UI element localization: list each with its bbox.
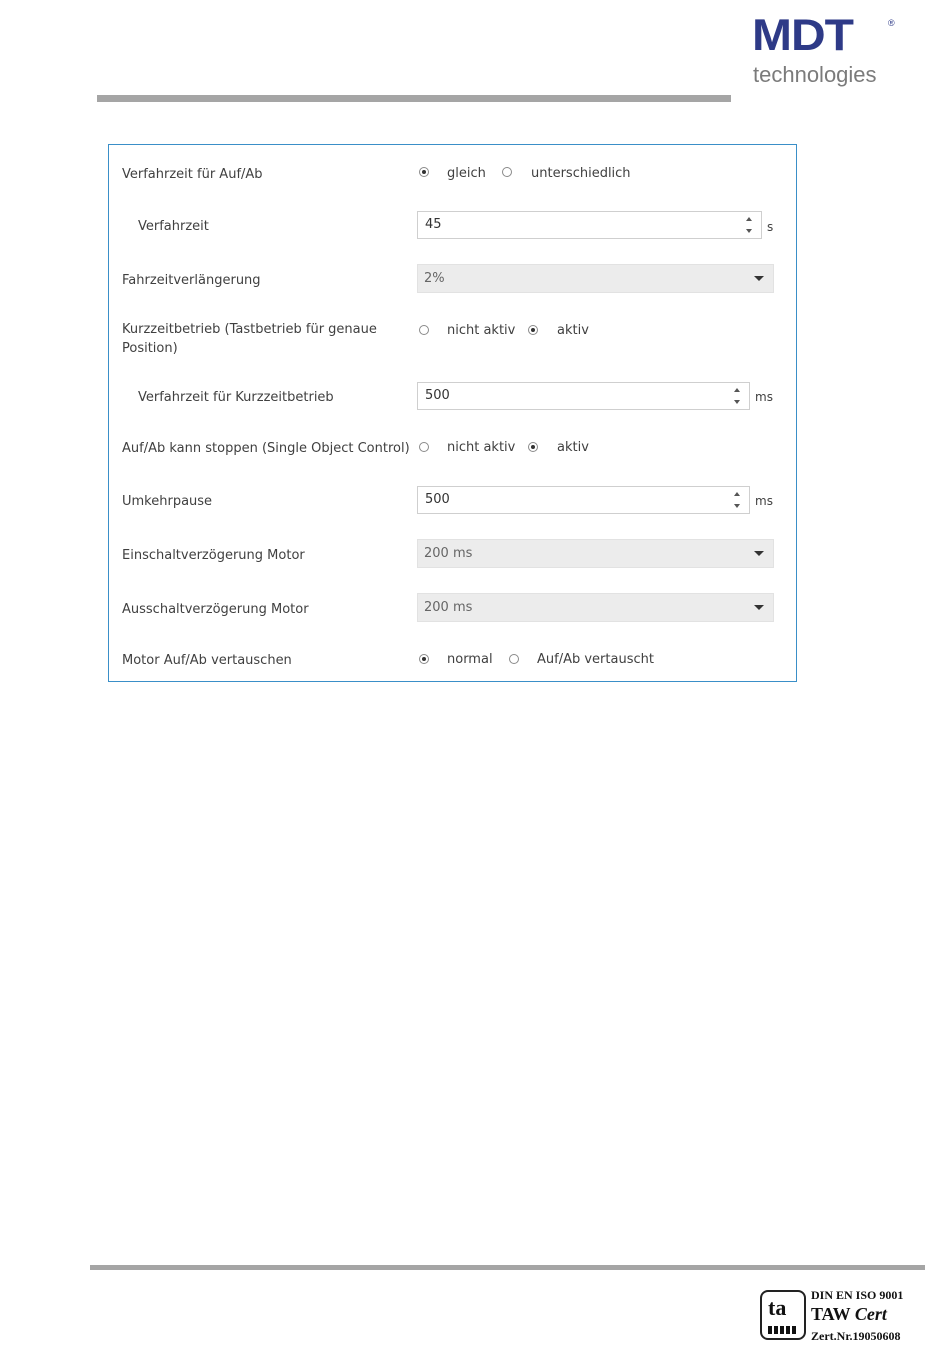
einschaltverzoegerung-value: 200 ms	[424, 546, 473, 561]
label-verfahrzeit-kurzzeit: Verfahrzeit für Kurzzeitbetrieb	[138, 390, 334, 405]
label-kurzzeitbetrieb-line1: Kurzzeitbetrieb (Tastbetrieb für genaue	[122, 322, 377, 337]
ausschaltverzoegerung-value: 200 ms	[424, 600, 473, 615]
label-umkehrpause: Umkehrpause	[122, 494, 213, 509]
logo-wordmark: MDT	[752, 11, 853, 60]
fahrzeitverlaengerung-value: 2%	[424, 271, 445, 286]
radio-gleich[interactable]	[419, 167, 429, 177]
radio-kurzzeit-aktiv[interactable]	[528, 325, 538, 335]
label-kurzzeitbetrieb	[122, 320, 377, 358]
radio-stoppen-nicht-aktiv-label[interactable]: nicht aktiv	[447, 440, 516, 455]
radio-kurzzeit-aktiv-label[interactable]: aktiv	[557, 323, 589, 338]
radio-stoppen-aktiv[interactable]	[528, 442, 538, 452]
umkehrpause-spinner[interactable]	[417, 486, 750, 514]
spinner-up-icon[interactable]	[746, 217, 752, 221]
radio-kurzzeit-nicht-aktiv-label[interactable]: nicht aktiv	[447, 323, 516, 338]
umkehrpause-value: 500	[425, 492, 450, 507]
chevron-down-icon	[754, 605, 764, 610]
spinner-up-icon[interactable]	[734, 492, 740, 496]
spinner-down-icon[interactable]	[734, 504, 740, 508]
mdt-logo	[752, 11, 898, 94]
radio-vertauscht[interactable]	[509, 654, 519, 664]
label-motor-vertauschen: Motor Auf/Ab vertauschen	[122, 653, 292, 668]
cert-taw	[811, 1304, 887, 1325]
footer-rule	[90, 1265, 925, 1270]
badge-letters: ta	[768, 1295, 787, 1320]
label-auf-ab-stoppen: Auf/Ab kann stoppen (Single Object Control)	[122, 441, 410, 456]
radio-stoppen-aktiv-label[interactable]: aktiv	[557, 440, 589, 455]
radio-kurzzeit-nicht-aktiv[interactable]	[419, 325, 429, 335]
taw-cert-icon	[760, 1290, 806, 1340]
parameter-panel	[108, 144, 797, 682]
radio-gleich-label[interactable]: gleich	[447, 166, 486, 181]
chevron-down-icon	[754, 276, 764, 281]
fahrzeitverlaengerung-select[interactable]	[417, 264, 774, 293]
label-fahrzeitverlaengerung: Fahrzeitverlängerung	[122, 273, 261, 288]
logo-subtext: technologies	[753, 62, 877, 87]
radio-unterschiedlich[interactable]	[502, 167, 512, 177]
certification-block	[758, 1284, 928, 1346]
kurzzeit-value: 500	[425, 388, 450, 403]
unit-ms: ms	[755, 494, 773, 508]
label-einschaltverzoegerung: Einschaltverzögerung Motor	[122, 548, 305, 563]
cert-number: Zert.Nr.19050608	[811, 1329, 901, 1343]
unit-ms: ms	[755, 390, 773, 404]
unit-s: s	[767, 220, 774, 234]
registered-mark: ®	[888, 18, 895, 28]
cert-iso: DIN EN ISO 9001	[811, 1288, 904, 1302]
radio-normal-label[interactable]: normal	[447, 652, 493, 667]
radio-vertauscht-label[interactable]: Auf/Ab vertauscht	[537, 652, 654, 667]
label-kurzzeitbetrieb-line2: Position)	[122, 341, 178, 356]
spinner-up-icon[interactable]	[734, 388, 740, 392]
spinner-down-icon[interactable]	[734, 400, 740, 404]
label-verfahrzeit-auf-ab: Verfahrzeit für Auf/Ab	[122, 167, 263, 182]
spinner-down-icon[interactable]	[746, 229, 752, 233]
header-rule	[97, 95, 731, 102]
label-ausschaltverzoegerung: Ausschaltverzögerung Motor	[122, 602, 309, 617]
verfahrzeit-value: 45	[425, 217, 442, 232]
ausschaltverzoegerung-select[interactable]	[417, 593, 774, 622]
label-verfahrzeit: Verfahrzeit	[138, 219, 209, 234]
chevron-down-icon	[754, 551, 764, 556]
cert-taw-text: TAW	[811, 1304, 851, 1324]
cert-cert-text: Cert	[854, 1304, 887, 1324]
verfahrzeit-spinner[interactable]	[417, 211, 762, 239]
kurzzeit-spinner[interactable]	[417, 382, 750, 410]
radio-stoppen-nicht-aktiv[interactable]	[419, 442, 429, 452]
radio-unterschiedlich-label[interactable]: unterschiedlich	[531, 166, 631, 181]
radio-normal[interactable]	[419, 654, 429, 664]
einschaltverzoegerung-select[interactable]	[417, 539, 774, 568]
